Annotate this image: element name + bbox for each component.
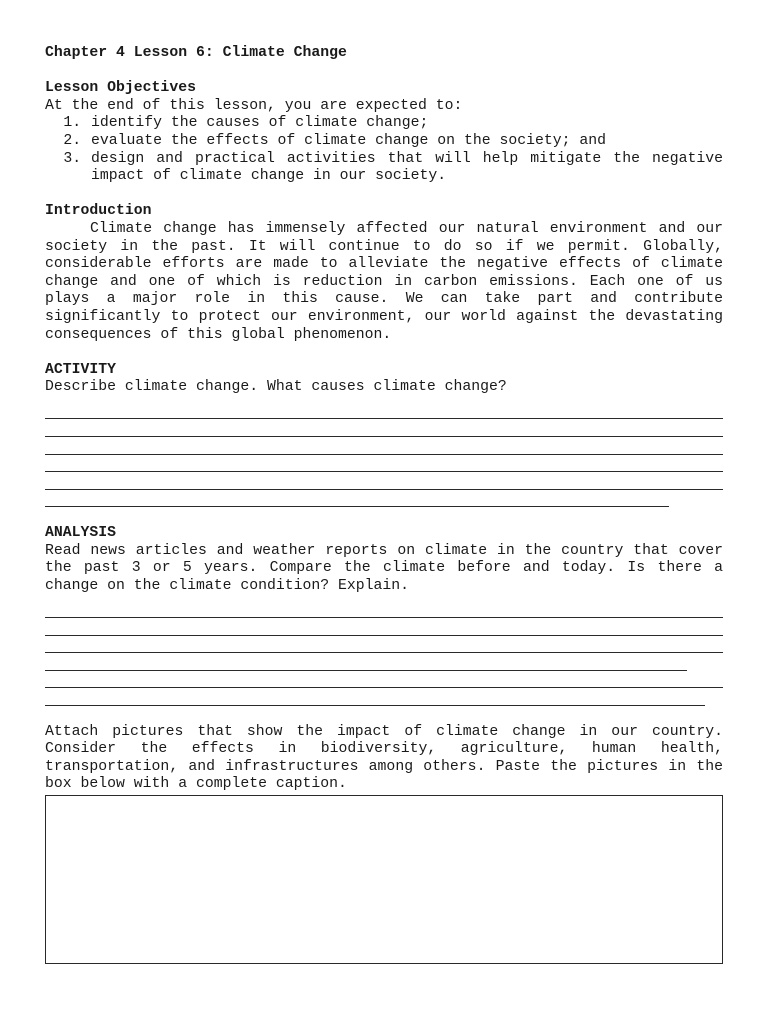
analysis-heading: ANALYSIS xyxy=(45,525,117,542)
answer-line[interactable] xyxy=(45,671,723,689)
answer-line[interactable] xyxy=(45,653,687,671)
analysis-answer-lines xyxy=(45,600,723,706)
worksheet-page xyxy=(45,45,723,964)
analysis-prompt: Read news articles and weather reports on climate in the country that cover the past 3 or 5 years. Compare the climate before and today. Is there a change on the climate condition? Explain. xyxy=(45,542,723,594)
analysis-section xyxy=(45,525,723,706)
objective-item: 1. identify the causes of climate change; xyxy=(90,115,723,133)
answer-line[interactable] xyxy=(45,688,705,706)
answer-line[interactable] xyxy=(45,600,723,618)
activity-answer-lines xyxy=(45,402,723,508)
objectives-list xyxy=(45,115,723,185)
activity-prompt: Describe climate change. What causes climate change? xyxy=(45,379,507,396)
answer-line[interactable] xyxy=(45,437,723,455)
answer-line[interactable] xyxy=(45,490,669,508)
answer-line[interactable] xyxy=(45,402,723,420)
answer-line[interactable] xyxy=(45,618,723,636)
objectives-heading: Lesson Objectives xyxy=(45,80,196,97)
attach-section xyxy=(45,724,723,964)
introduction-section xyxy=(45,203,723,344)
activity-heading: ACTIVITY xyxy=(45,361,117,378)
answer-line[interactable] xyxy=(45,455,723,473)
answer-line[interactable] xyxy=(45,636,723,654)
activity-section xyxy=(45,362,723,508)
picture-paste-box[interactable] xyxy=(45,795,723,964)
page-title: Chapter 4 Lesson 6: Climate Change xyxy=(45,45,347,61)
attach-prompt: Attach pictures that show the impact of climate change in our country. Consider the effects in biodiversity, agriculture, human health, transportation, and infrastructures among others. Paste the pictures in the box below with a complete caption. xyxy=(45,723,723,793)
introduction-heading: Introduction xyxy=(45,203,152,220)
objective-item: 3. design and practical activities that will help mitigate the negative impact of climate change in our society. xyxy=(90,151,723,186)
introduction-body: Climate change has immensely affected our natural environment and our society in the past. It will continue to do so if we permit. Globally, considerable efforts are made to alleviate the negative effects of climate change and one of which is reduction in carbon emissions. Each one of us plays a major role in this cause. We can take part and contribute significantly to protect our environment, our world against the devastating consequences of this global phenomenon. xyxy=(45,220,723,343)
objectives-section xyxy=(45,80,723,186)
objective-item: 2. evaluate the effects of climate change on the society; and xyxy=(90,133,723,151)
answer-line[interactable] xyxy=(45,472,723,490)
objectives-intro: At the end of this lesson, you are expected to: xyxy=(45,97,463,114)
answer-line[interactable] xyxy=(45,419,723,437)
